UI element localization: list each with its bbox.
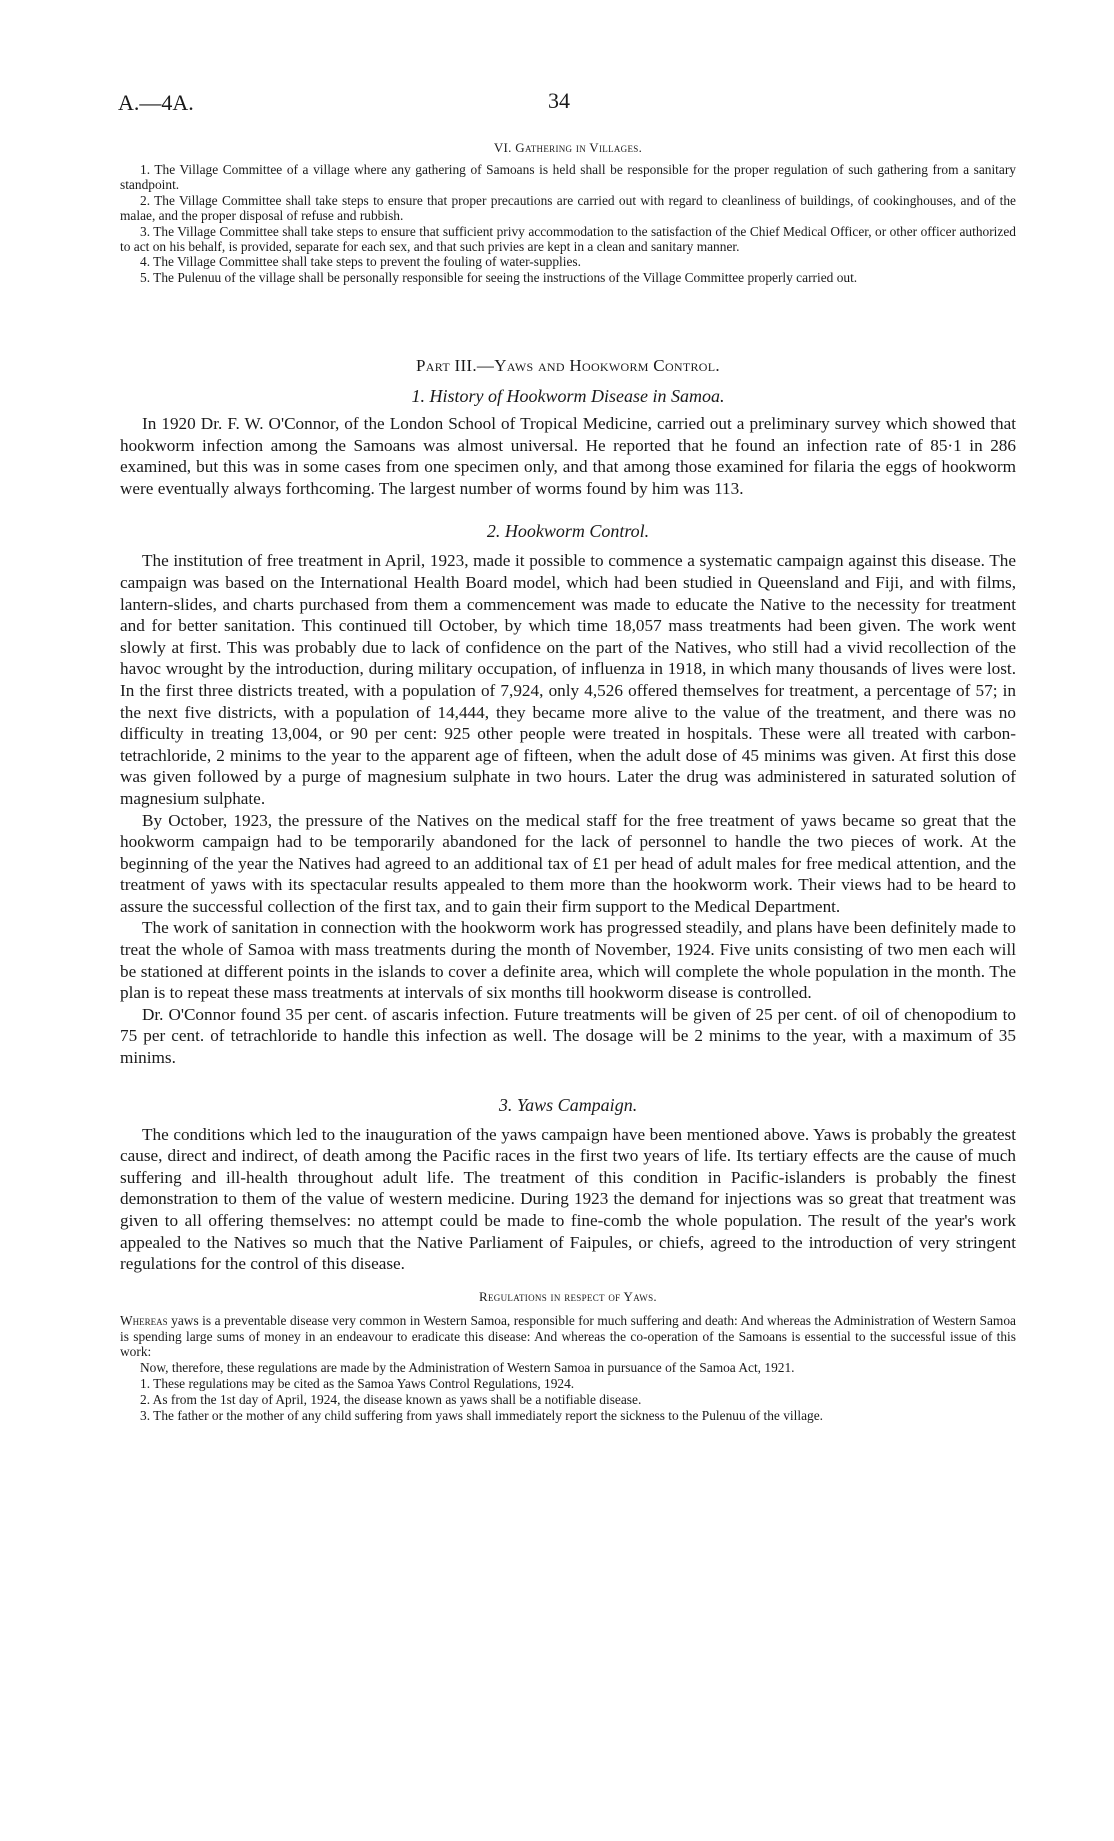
regulations-para-2: 2. As from the 1st day of April, 1924, the disease known as yaws shall be a notifiable disease. xyxy=(140,1391,642,1407)
hookworm-para-4: Dr. O'Connor found 35 per cent. of ascaris infection. Future treatments will be given of 25 per cent. of oil of chenopodium to 75 per cent. of tetrachloride to handle this infection as well. The dosage will be 2 minims to the year, with a maximum of 35 minims. xyxy=(120,1004,1016,1068)
yaws-campaign-heading: 3. Yaws Campaign. xyxy=(498,1094,638,1115)
part-iii xyxy=(120,356,1016,1423)
history-para-1: In 1920 Dr. F. W. O'Connor, of the London School of Tropical Medicine, carried out a preliminary survey which showed that hookworm infection among the Samoans was almost universal. He reported that he found an infection rate of 85·1 in 286 examined, but this was in some cases from one specimen only, and that among those examined for filaria the eggs of hookworm were eventually always forthcoming. The largest number of worms found by him was 113. xyxy=(120,414,1016,498)
preamble-lead: Whereas xyxy=(120,1312,168,1328)
hookworm-para-3: The work of sanitation in connection with the hookworm work has progressed steadily, and plans have been definitely made to treat the whole of Samoa with mass treatments during the month of November, 1924. Five units consisting of two men each will be stationed at different points in the islands to cover a definite area, which will complete the whole population in the month. The plan is to repeat these mass treatments at intervals of six months till hookworm disease is controlled. xyxy=(120,918,1016,1003)
hookworm-para-1: The institution of free treatment in April, 1923, made it possible to commence a systematic campaign against this disease. The campaign was based on the International Health Board model, which had been studied in Queensland and Fiji, and with films, lantern-slides, and charts purchased from them a commencement was made to educate the Native to the necessity for treatment and for better sanitation. This continued till October, by which time 18,057 mass treatments had been given. The work went slowly at first. This was probably due to lack of confidence on the part of the Natives, who still had a vivid recollection of the havoc wrought by the introduction, during military occupation, of influenza in 1918, in which many thousands of lives were lost. In the first three districts treated, with a population of 7,924, only 4,526 offered themselves for treatment, a percentage of 57; in the next five districts, with a population of 14,444, they became more alive to the value of the treatment, and there was no difficulty in treating 13,004, or 90 per cent: 925 other people were treated in hospitals. These were all treated with carbon-tetrachloride, 2 minims to the year to the apparent age of fifteen, when the adult dose of 45 minims was given. At first this dose was given followed by a purge of magnesium sulphate in two hours. Later the drug was administered in saturated solution of magnesium sulphate. xyxy=(120,551,1016,808)
section-vi-title: VI. Gathering in Villages. xyxy=(493,140,643,155)
history-heading: 1. History of Hookworm Disease in Samoa. xyxy=(411,386,725,406)
preamble-text: yaws is a preventable disease very common in Western Samoa, responsible for much suffering and death: And whereas the Administration of Western Samoa is spending large sums of money in an endeavour to eradicate this disease: And whereas the co-operation of the Samoans is essential to the successful issue of this work: xyxy=(120,1312,1016,1360)
section-vi-para-4: 4. The Village Committee shall take steps to prevent the fouling of water-supplies. xyxy=(140,254,581,270)
section-vi-para-5: 5. The Pulenuu of the village shall be personally responsible for seeing the instructions of the Village Committee properly carried out. xyxy=(140,269,858,285)
page-number: 34 xyxy=(548,88,570,113)
hookworm-control-heading: 2. Hookworm Control. xyxy=(486,521,650,542)
section-vi-para-2: 2. The Village Committee shall take steps to ensure that proper precautions are carried out with regard to cleanliness of buildings, of cookinghouses, and of the malae, and the proper disposal of refuse and rubbish. xyxy=(120,192,1016,224)
regulations-title: Regulations in respect of Yaws. xyxy=(479,1288,657,1304)
hookworm-para-2: By October, 1923, the pressure of the Natives on the medical staff for the free treatment of yaws became so great that the hookworm campaign had to be temporarily abandoned for the lack of personnel to handle the two pieces of work. At the beginning of the year the Natives had agreed to an additional tax of £1 per head of adult males for free medical attention, and the treatment of yaws with its spectacular results appealed to them more than the hookworm work. Their views had to be heard to assure the successful collection of the first tax, and to gain their firm support to the Medical Department. xyxy=(120,810,1016,916)
section-vi xyxy=(120,140,1016,285)
regulations-para-now: Now, therefore, these regulations are made by the Administration of Western Samoa in pursuance of the Samoa Act, 1921. xyxy=(140,1360,795,1376)
yaws-para-1: The conditions which led to the inauguration of the yaws campaign have been mentioned above. Yaws is probably the greatest cause, direct and indirect, of death among the Pacific races in the first two years of life. Its tertiary effects are the cause of much suffering and ill-health throughout adult life. The treatment of this condition in Pacific-islanders is probably the finest demonstration to them of the value of western medicine. During 1923 the demand for injections was so great that treatment was given to all offering themselves: no attempt could be made to fine-comb the whole population. The result of the year's work appealed to the Natives so much that the Native Parliament of Faipules, or chiefs, agreed to the introduction of very stringent regulations for the control of this disease. xyxy=(120,1124,1016,1274)
regulations-para-1: 1. These regulations may be cited as the Samoa Yaws Control Regulations, 1924. xyxy=(140,1375,575,1391)
regulations-para-3: 3. The father or the mother of any child suffering from yaws shall immediately report the sickness to the Pulenuu of the village. xyxy=(140,1407,823,1423)
regulations-preamble xyxy=(120,1313,1016,1360)
section-vi-para-3: 3. The Village Committee shall take steps to ensure that sufficient privy accommodation to the satisfaction of the Chief Medical Officer, or other officer authorized to act on his behalf, is provided, separate for each sex, and that such privies are kept in a clean and sanitary manner. xyxy=(120,223,1016,255)
section-vi-para-1: 1. The Village Committee of a village where any gathering of Samoans is held shall be responsible for the proper regulation of such gathering from a sanitary standpoint. xyxy=(120,162,1016,193)
regulations-body xyxy=(120,1313,1016,1424)
document-code: A.—4A. xyxy=(118,90,194,115)
part-iii-title: Part III.—Yaws and Hookworm Control. xyxy=(416,356,720,375)
